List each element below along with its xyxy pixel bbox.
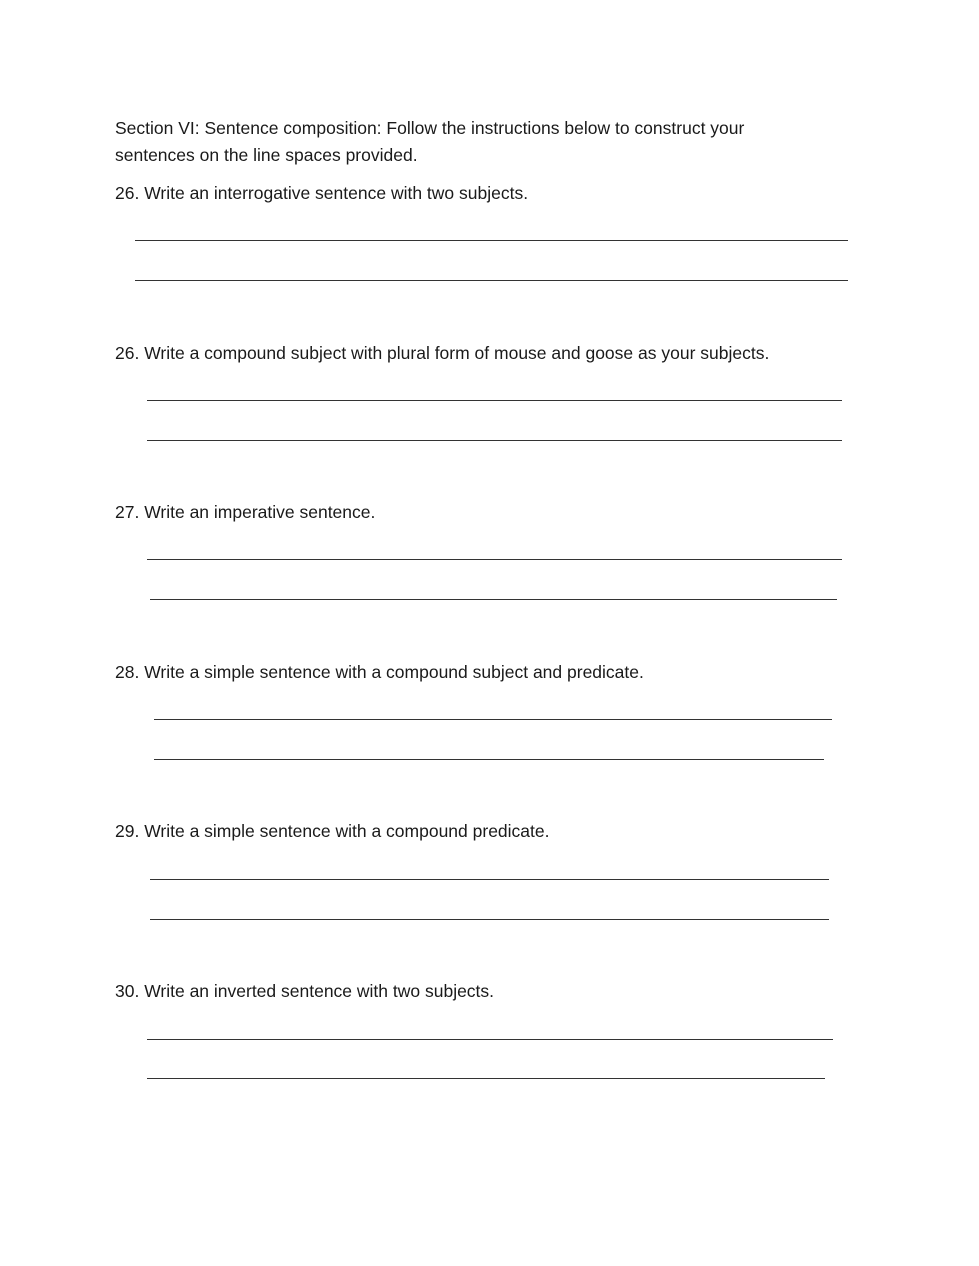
answer-line-5b[interactable] — [150, 919, 829, 920]
answer-line-5a[interactable] — [150, 879, 829, 880]
answer-line-6b[interactable] — [147, 1078, 825, 1079]
question-1-prompt: 26. Write an interrogative sentence with two subjects. — [115, 183, 529, 203]
answer-line-4a[interactable] — [154, 719, 832, 720]
answer-line-2a[interactable] — [147, 400, 842, 401]
question-4-prompt: 28. Write a simple sentence with a compound subject and predicate. — [115, 662, 644, 682]
answer-line-2b[interactable] — [147, 440, 842, 441]
answer-line-1b[interactable] — [135, 280, 848, 281]
question-3-prompt: 27. Write an imperative sentence. — [115, 502, 376, 522]
section-instructions: Section VI: Sentence composition: Follow the instructions below to construct your sentences on the line spaces provided. — [115, 118, 745, 165]
question-6-prompt: 30. Write an inverted sentence with two subjects. — [115, 981, 495, 1001]
question-5-prompt: 29. Write a simple sentence with a compound predicate. — [115, 821, 550, 841]
answer-line-3b[interactable] — [150, 599, 837, 600]
question-2-prompt: 26. Write a compound subject with plural form of mouse and goose as your subjects. — [115, 343, 770, 363]
answer-line-6a[interactable] — [147, 1039, 833, 1040]
answer-line-1a[interactable] — [135, 240, 848, 241]
answer-line-4b[interactable] — [154, 759, 824, 760]
answer-line-3a[interactable] — [147, 559, 842, 560]
